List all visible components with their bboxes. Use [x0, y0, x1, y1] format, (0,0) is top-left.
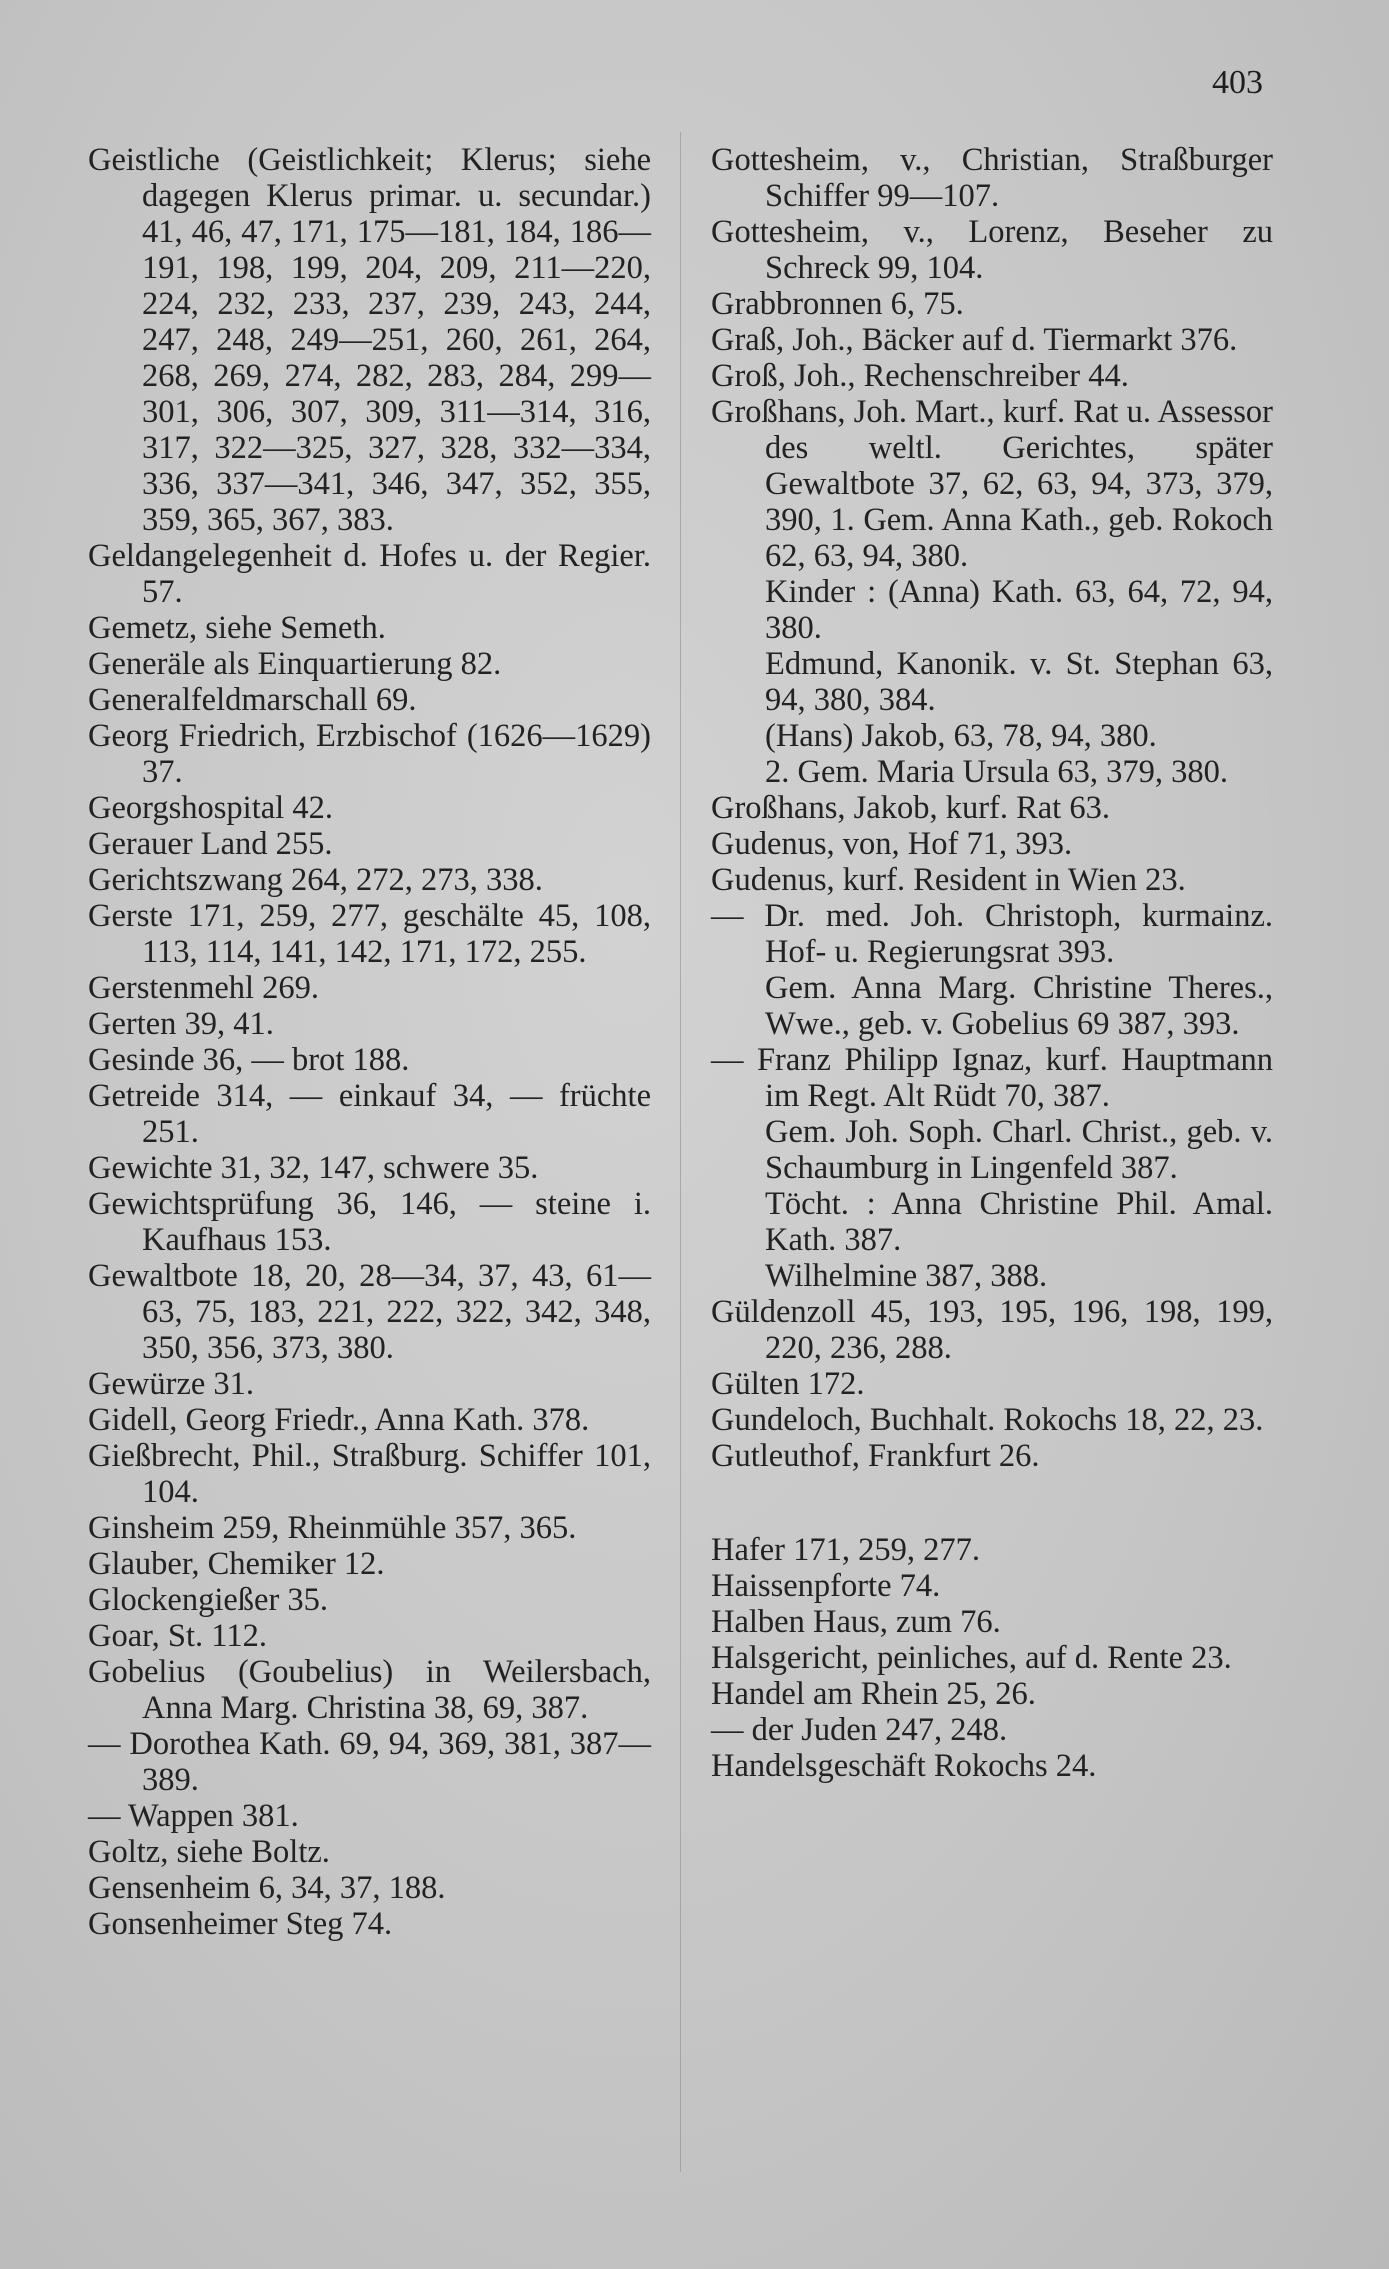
index-entry: Gudenus, kurf. Resident in Wien 23. [711, 862, 1186, 898]
index-entry: Gülten 172. [711, 1366, 865, 1402]
index-subentry: Töcht. : Anna Christine Phil. Amal. Kath. 387. [765, 1186, 1273, 1258]
index-entry: — Dorothea Kath. 69, 94, 369, 381, 387—389. [88, 1726, 651, 1798]
index-entry: Haissenpforte 74. [711, 1568, 941, 1604]
index-entry: Gerauer Land 255. [88, 826, 333, 862]
index-entry: Gerten 39, 41. [88, 1006, 274, 1042]
index-entry: Halsgericht, peinliches, auf d. Rente 23. [711, 1640, 1232, 1676]
index-entry: Gerste 171, 259, 277, geschälte 45, 108, 113, 114, 141, 142, 171, 172, 255. [88, 898, 651, 970]
page-number: 403 [1212, 64, 1263, 101]
index-entry: Groß, Joh., Rechenschreiber 44. [711, 358, 1129, 394]
index-entry: Geistliche (Geistlichkeit; Klerus; siehe dagegen Klerus primar. u. secundar.) 41, 46, 47, 171, 175—181, 184, 186—191, 198, 199, 204, 209, 211—220, 224, 232, 233, 237, 239, 243, 244, 247, 248, 249—251, 260, 261, 264, 268, 269, 274, 282, 283, 284, 299—301, 306, 307, 309, 311—314, 316, 317, 322—325, 327, 328, 332—334, 336, 337—341, 346, 347, 352, 355, 359, 365, 367, 383. [88, 142, 651, 538]
index-entry: — Dr. med. Joh. Christoph, kurmainz. Hof- u. Regierungsrat 393. [711, 898, 1273, 970]
index-entry: Gewichtsprüfung 36, 146, — steine i. Kaufhaus 153. [88, 1186, 651, 1258]
index-entry: Gottesheim, v., Lorenz, Beseher zu Schreck 99, 104. [711, 214, 1273, 286]
index-entry: Generäle als Einquartierung 82. [88, 646, 502, 682]
index-subentry: 2. Gem. Maria Ursula 63, 379, 380. [765, 754, 1229, 790]
index-subentry: Edmund, Kanonik. v. St. Stephan 63, 94, 380, 384. [765, 646, 1273, 718]
index-subentry: Gem. Joh. Soph. Charl. Christ., geb. v. Schaumburg in Lingenfeld 387. [765, 1114, 1273, 1186]
index-entry: Goar, St. 112. [88, 1618, 267, 1654]
index-entry: Gesinde 36, — brot 188. [88, 1042, 410, 1078]
index-entry: Geldangelegenheit d. Hofes u. der Regier. 57. [88, 538, 651, 610]
index-entry: Generalfeldmarschall 69. [88, 682, 417, 718]
index-entry: Georgshospital 42. [88, 790, 333, 826]
section-gap [711, 1474, 1273, 1532]
index-entry: Gidell, Georg Friedr., Anna Kath. 378. [88, 1402, 590, 1438]
index-entry: Großhans, Jakob, kurf. Rat 63. [711, 790, 1110, 826]
index-entry: Handelsgeschäft Rokochs 24. [711, 1748, 1097, 1784]
left-column [88, 142, 651, 1942]
index-entry: Gemetz, siehe Semeth. [88, 610, 386, 646]
index-entry: Gobelius (Goubelius) in Weilersbach, Anna Marg. Christina 38, 69, 387. [88, 1654, 651, 1726]
index-entry: Güldenzoll 45, 193, 195, 196, 198, 199, 220, 236, 288. [711, 1294, 1273, 1366]
index-entry: — der Juden 247, 248. [711, 1712, 1008, 1748]
index-subentry: Wilhelmine 387, 388. [765, 1258, 1048, 1294]
index-entry: Glauber, Chemiker 12. [88, 1546, 385, 1582]
index-entry: Gundeloch, Buchhalt. Rokochs 18, 22, 23. [711, 1402, 1264, 1438]
right-column [711, 142, 1273, 1784]
index-entry: Gudenus, von, Hof 71, 393. [711, 826, 1073, 862]
index-entry: Gießbrecht, Phil., Straßburg. Schiffer 101, 104. [88, 1438, 651, 1510]
index-entry: Halben Haus, zum 76. [711, 1604, 1001, 1640]
index-entry: Gewichte 31, 32, 147, schwere 35. [88, 1150, 539, 1186]
index-entry: Gottesheim, v., Christian, Straßburger Schiffer 99—107. [711, 142, 1273, 214]
index-entry: — Franz Philipp Ignaz, kurf. Hauptmann im Regt. Alt Rüdt 70, 387. [711, 1042, 1273, 1114]
index-entry: — Wappen 381. [88, 1798, 299, 1834]
index-entry: Goltz, siehe Boltz. [88, 1834, 330, 1870]
index-entry: Handel am Rhein 25, 26. [711, 1676, 1036, 1712]
index-entry: Grabbronnen 6, 75. [711, 286, 964, 322]
index-entry: Gerichtszwang 264, 272, 273, 338. [88, 862, 543, 898]
index-entry: Gensenheim 6, 34, 37, 188. [88, 1870, 446, 1906]
index-subentry: Kinder : (Anna) Kath. 63, 64, 72, 94, 380. [765, 574, 1273, 646]
index-entry: Georg Friedrich, Erzbischof (1626—1629) 37. [88, 718, 651, 790]
index-entry: Großhans, Joh. Mart., kurf. Rat u. Assessor des weltl. Gerichtes, später Gewaltbote 37, 62, 63, 94, 373, 379, 390, 1. Gem. Anna Kath., geb. Rokoch 62, 63, 94, 380. [711, 394, 1273, 574]
index-subentry: (Hans) Jakob, 63, 78, 94, 380. [765, 718, 1157, 754]
index-entry: Ginsheim 259, Rheinmühle 357, 365. [88, 1510, 577, 1546]
index-entry: Graß, Joh., Bäcker auf d. Tiermarkt 376. [711, 322, 1238, 358]
index-entry: Gonsenheimer Steg 74. [88, 1906, 393, 1942]
index-entry: Getreide 314, — einkauf 34, — früchte 251. [88, 1078, 651, 1150]
index-subentry: Gem. Anna Marg. Christine Theres., Wwe., geb. v. Gobelius 69 387, 393. [765, 970, 1273, 1042]
index-entry: Gerstenmehl 269. [88, 970, 320, 1006]
index-entry: Hafer 171, 259, 277. [711, 1532, 980, 1568]
index-entry: Gewaltbote 18, 20, 28—34, 37, 43, 61—63, 75, 183, 221, 222, 322, 342, 348, 350, 356, 373, 380. [88, 1258, 651, 1366]
index-entry: Gutleuthof, Frankfurt 26. [711, 1438, 1040, 1474]
column-divider [680, 132, 681, 2172]
index-entry: Gewürze 31. [88, 1366, 255, 1402]
index-entry: Glockengießer 35. [88, 1582, 329, 1618]
